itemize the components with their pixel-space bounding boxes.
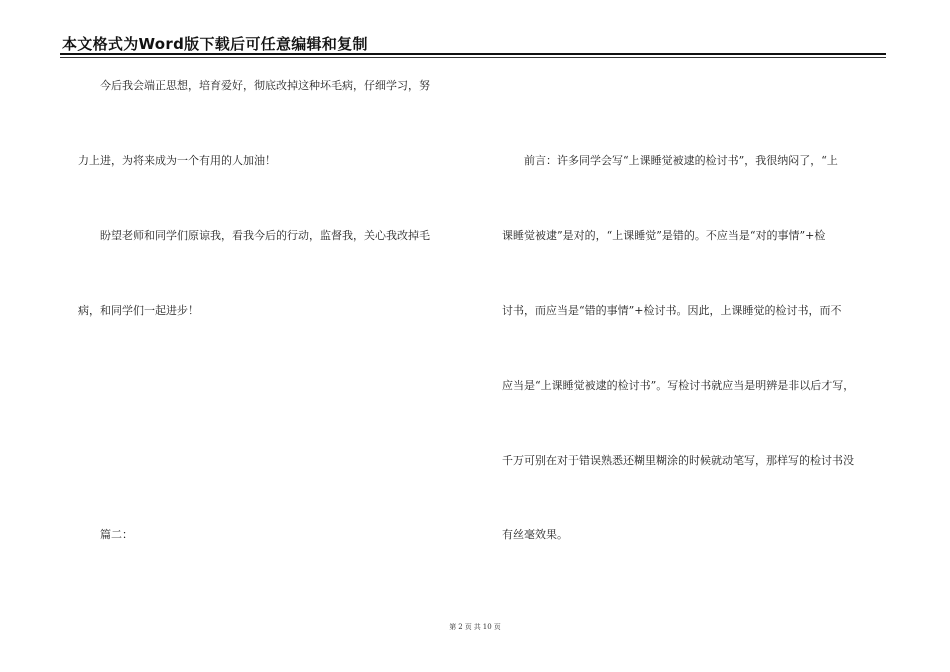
footer-total-prefix: 共	[473, 623, 481, 631]
header-divider-thick	[60, 53, 886, 55]
footer-current-page: 2	[458, 623, 463, 631]
right-paragraph-line: 前言：许多同学会写“上课睡觉被逮的检讨书”，我很纳闷了，“上	[524, 154, 838, 167]
right-paragraph-line: 有丝毫效果。	[502, 528, 568, 541]
left-paragraph-line: 力上进，为将来成为一个有用的人加油！	[78, 154, 276, 167]
header-divider-thin	[60, 57, 886, 58]
right-paragraph-line: 千万可别在对于错误熟悉还糊里糊涂的时候就动笔写，那样写的检讨书没	[502, 454, 854, 467]
right-paragraph-line: 讨书，而应当是“错的事情”+检讨书。因此，上课睡觉的检讨书，而不	[502, 304, 842, 317]
left-paragraph-line: 今后我会端正思想，培育爱好，彻底改掉这种坏毛病，仔细学习，努	[100, 79, 430, 92]
left-paragraph-line: 盼望老师和同学们原谅我，看我今后的行动，监督我，关心我改掉毛	[100, 229, 430, 242]
footer-page-word: 页	[464, 623, 472, 631]
page-number-footer	[0, 622, 950, 632]
right-paragraph-line: 应当是“上课睡觉被逮的检讨书”。写检讨书就应当是明辨是非以后才写，	[502, 379, 855, 392]
section-heading: 篇二：	[100, 528, 133, 541]
left-paragraph-line: 病，和同学们一起进步！	[78, 304, 199, 317]
footer-prefix: 第	[449, 623, 457, 631]
page-header-title: 本文格式为Word版下载后可任意编辑和复制	[62, 35, 368, 53]
right-paragraph-line: 课睡觉被逮”是对的，“上课睡觉”是错的。不应当是“对的事情”+检	[502, 229, 826, 242]
footer-suffix: 页	[493, 623, 501, 631]
footer-total-pages: 10	[482, 623, 492, 631]
